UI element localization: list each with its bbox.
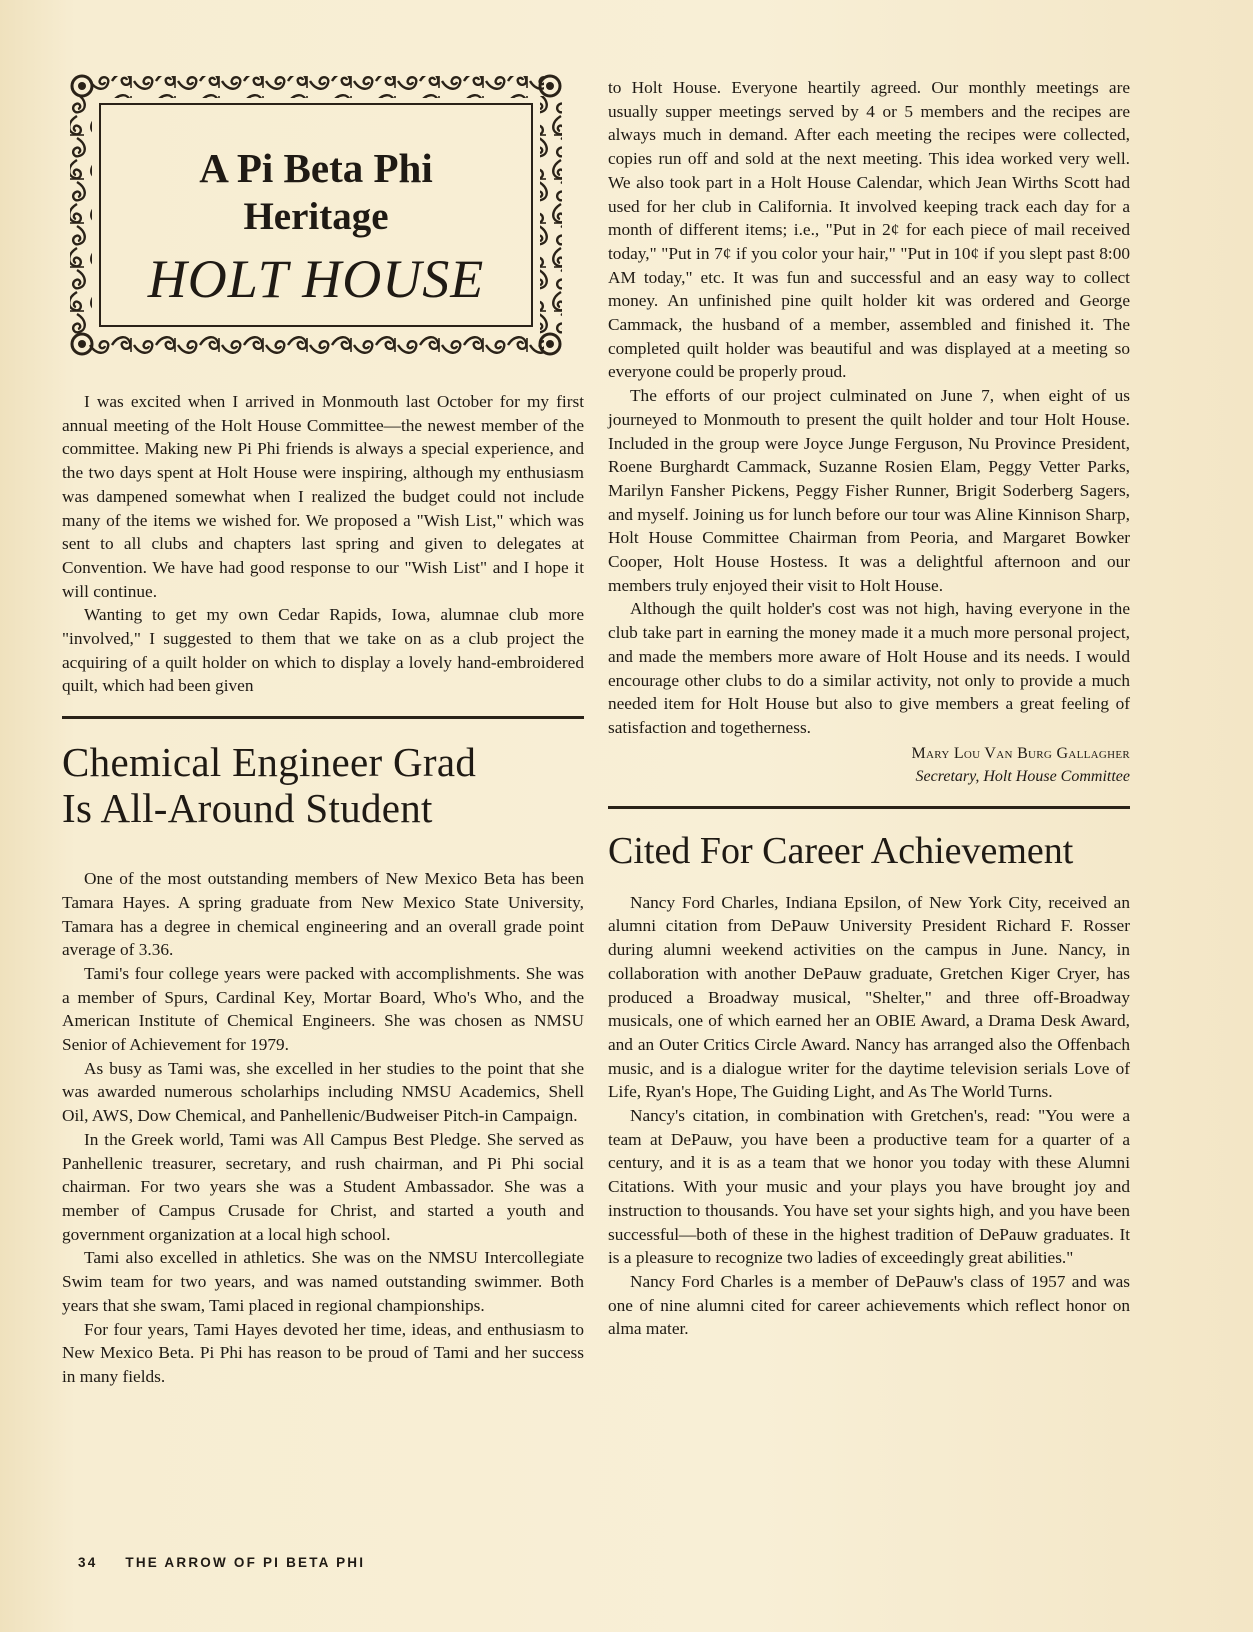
career-paragraph: Nancy Ford Charles, Indiana Epsilon, of New York City, received an alumni citation from DePauw University President Richard F. Rosser during alumni weekend activities on the campus in June. Nancy, in collaboration with another DePauw graduate, Gretchen Kiger Cryer, has produced a Broadway musical, "Shelter," and three off-Broadway musicals, one of which earned her an OBIE Award, a Drama Desk Award, and an Outer Critics Circle Award. Nancy has arranged also the Offenbach music, and is a dialogue writer for the daytime television serials Love of Life, Ryan's Hope, The Guiding Light, and As The World Turns.	[608, 892, 1130, 1102]
holt-paragraph: to Holt House. Everyone heartily agreed. Our monthly meetings are usually supper meetings served by 4 or 5 members and the recipes are always much in demand. After each meeting the recipes were collected, copies run off and sold at the next meeting. This idea worked very well. We also took part in a Holt House Calendar, which Jean Wirths Scott had used for her club in California. It involved keeping track each day for a month of different items; i.e., "Put in 2¢ for each piece of mail received today," "Put in 7¢ if you color your hair," "Put in 10¢ if you slept past 8:00 AM today," etc. It was fun and successful and an easy way to collect money. An unfinished pine quilt holder kit was ordered and George Cammack, the husband of a member, assembled and finished it. The completed quilt holder was beautiful and was displayed at a meeting so everyone could be properly proud.	[608, 78, 1130, 382]
left-column	[62, 70, 584, 1389]
page-footer	[78, 1555, 365, 1570]
chemical-headline-line2: Is All-Around Student	[62, 785, 433, 832]
chemical-paragraph: Tami also excelled in athletics. She was on the NMSU Intercollegiate Swim team for two years, and was named outstanding swimmer. Both years that she swam, Tami placed in regional championships.	[62, 1248, 584, 1315]
ornament-title-line1: A Pi Beta Phi	[199, 145, 433, 191]
holt-paragraph: Wanting to get my own Cedar Rapids, Iowa, alumnae club more "involved," I suggested to them that we take on as a club project the acquiring of a quilt holder on which to display a lovely hand-embroidered quilt, which had been given	[62, 605, 584, 696]
career-headline: Cited For Career Achievement	[608, 829, 1074, 872]
ornamental-title-box	[66, 70, 566, 360]
ornament-title-line3: HOLT HOUSE	[147, 249, 485, 309]
publication-name: THE ARROW OF PI BETA PHI	[125, 1555, 366, 1570]
chemical-paragraph: Tami's four college years were packed with accomplishments. She was a member of Spurs, Cardinal Key, Mortar Board, Who's Who, and the American Institute of Chemical Engineers. She was chosen as NMSU Senior of Achievement for 1979.	[62, 963, 584, 1055]
career-paragraph: Nancy's citation, in combination with Gretchen's, read: "You were a team at DePauw, you have been a productive team for a quarter of a century, and it is as a team that we honor you today with these Alumni Citations. With your music and your plays you have brought joy and instruction to thousands. You have set your sights high, and you have been successful—both of these in the highest tradition of DePauw graduates. It is a pleasure to recognize two ladies of exceedingly great abilities."	[608, 1106, 1130, 1268]
right-column	[608, 76, 1130, 1341]
holt-paragraph: Although the quilt holder's cost was not high, having everyone in the club take part in earning the money made it a much more personal project, and made the members more aware of Holt House and its needs. I would encourage other clubs to do a similar activity, not only to provide a much needed item for Holt House but also to give members a great feeling of satisfaction and togetherness.	[608, 599, 1130, 737]
page-number: 34	[78, 1555, 98, 1570]
ornament-title-line2: Heritage	[243, 195, 389, 238]
chemical-headline	[62, 739, 584, 831]
chemical-paragraph: For four years, Tami Hayes devoted her time, ideas, and enthusiasm to New Mexico Beta. Pi Phi has reason to be proud of Tami and her success in many fields.	[62, 1319, 584, 1386]
author-name: Mary Lou Van Burg Gallagher	[911, 744, 1130, 762]
chemical-paragraph: As busy as Tami was, she excelled in her studies to the point that she was awarded numerous scholarhips including NMSU Academics, Shell Oil, AWS, Dow Chemical, and Panhellenic/Budweiser Pitch-in Campaign.	[62, 1058, 584, 1126]
career-paragraph: Nancy Ford Charles is a member of DePauw's class of 1957 and was one of nine alumni cited for career achievements which reflect honor on alma mater.	[608, 1271, 1130, 1339]
holt-house-story-left	[62, 390, 584, 698]
chemical-headline-line1: Chemical Engineer Grad	[62, 739, 477, 786]
section-divider	[608, 806, 1130, 809]
section-divider	[62, 716, 584, 719]
holt-house-story-right	[608, 76, 1130, 740]
career-story	[608, 891, 1130, 1341]
holt-paragraph: I was excited when I arrived in Monmouth last October for my first annual meeting of the Holt House Committee—the newest member of the committee. Making new Pi Phi friends is always a special experience, and the two days spent at Holt House were inspiring, although my enthusiasm was dampened somewhat when I realized the budget could not include many of the items we wished for. We proposed a "Wish List," which was sent to all clubs and chapters last spring and given to delegates at Convention. We have had good response to our "Wish List" and I hope it will continue.	[62, 392, 584, 601]
holt-paragraph: The efforts of our project culminated on June 7, when eight of us journeyed to Monmouth to present the quilt holder and tour Holt House. Included in the group were Joyce Junge Ferguson, Nu Province President, Roene Burghardt Cammack, Suzanne Rosien Elam, Peggy Vetter Parks, Marilyn Fansher Pickens, Peggy Fisher Runner, Brigit Soderberg Sagers, and myself. Joining us for lunch before our tour was Aline Kinnison Sharp, Holt House Committee Chairman from Peoria, and Margaret Bowker Cooper, Holt House Hostess. It was a delightful afternoon and our members truly enjoyed their visit to Holt House.	[608, 386, 1130, 595]
chemical-paragraph: In the Greek world, Tami was All Campus Best Pledge. She served as Panhellenic treasurer, secretary, and rush chairman, and Pi Phi social chairman. For two years she was a Student Ambassador. She was a member of Campus Crusade for Christ, and started a youth and government organization at a local high school.	[62, 1129, 584, 1244]
chemical-story	[62, 867, 584, 1388]
author-title: Secretary, Holt House Committee	[915, 767, 1130, 785]
chemical-paragraph: One of the most outstanding members of New Mexico Beta has been Tamara Hayes. A spring graduate from New Mexico State University, Tamara has a degree in chemical engineering and an overall grade point average of 3.36.	[62, 869, 584, 960]
author-signature	[608, 742, 1130, 788]
